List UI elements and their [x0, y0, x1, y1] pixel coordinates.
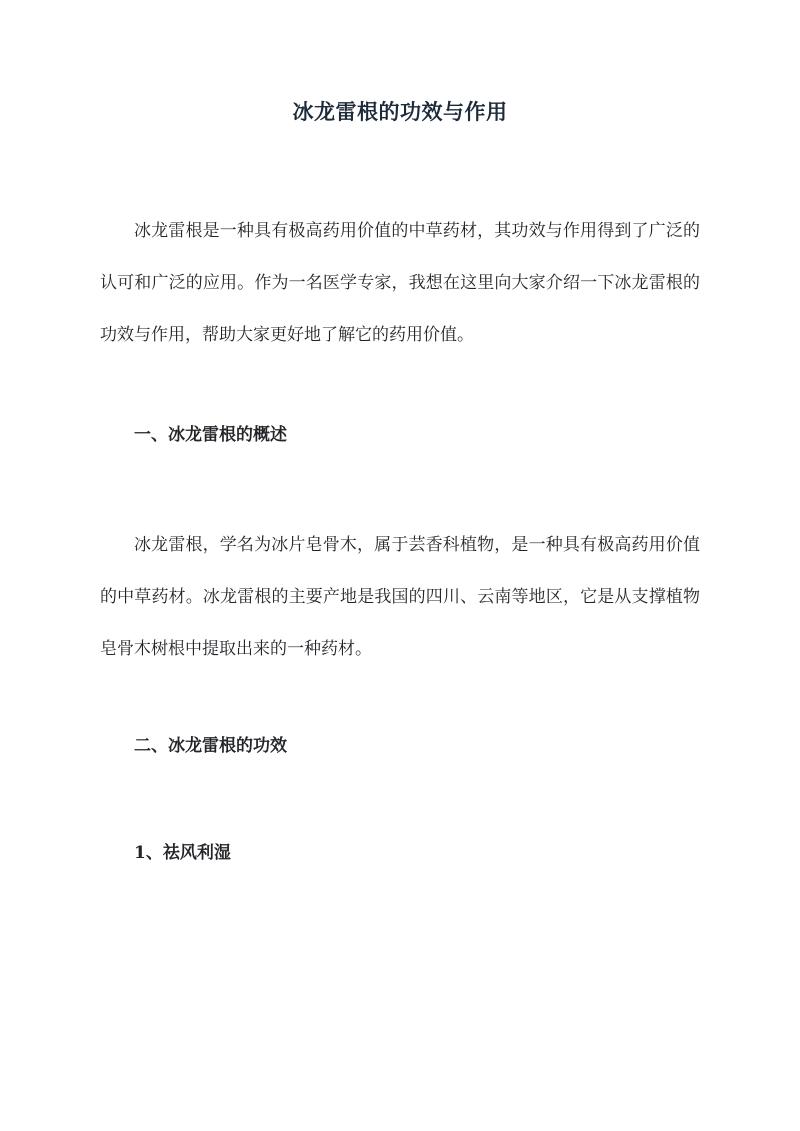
section-heading-overview: 一、冰龙雷根的概述: [134, 425, 287, 445]
intro-paragraph: 冰龙雷根是一种具有极高药用价值的中草药材，其功效与作用得到了广泛的认可和广泛的应用。作为一名医学专家，我想在这里向大家介绍一下冰龙雷根的功效与作用，帮助大家更好地了解它的药用价值。: [100, 221, 700, 345]
document-title: 冰龙雷根的功效与作用: [292, 99, 508, 124]
subsection-heading-wind-dampness: 1、祛风利湿: [134, 843, 231, 863]
overview-paragraph: 冰龙雷根，学名为冰片皂骨木，属于芸香科植物，是一种具有极高药用价值的中草药材。冰龙雷根的主要产地是我国的四川、云南等地区，它是从支撑植物皂骨木树根中提取出来的一种药材。: [100, 535, 700, 659]
section-heading-efficacy: 二、冰龙雷根的功效: [134, 736, 287, 756]
